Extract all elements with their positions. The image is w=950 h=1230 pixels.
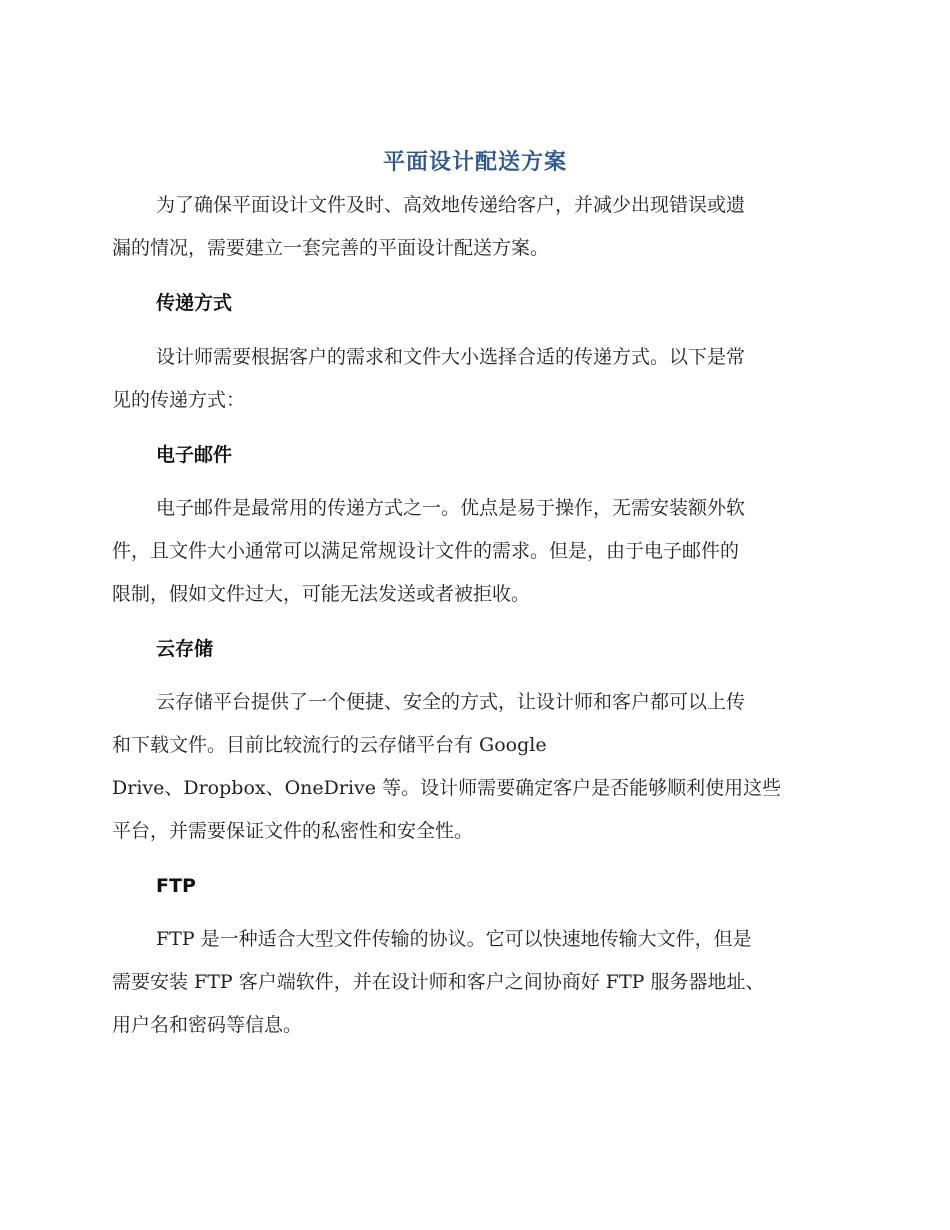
section-paragraph-cloud-storage [112, 681, 830, 853]
section-paragraph-delivery-methods [112, 336, 830, 422]
paragraph-line: 需要安装 FTP 客户端软件，并在设计师和客户之间协商好 FTP 服务器地址、 [112, 971, 765, 993]
paragraph-line: 电子邮件是最常用的传递方式之一。优点是易于操作，无需安装额外软 [156, 497, 746, 519]
section-heading-delivery-methods: 传递方式 [156, 292, 233, 314]
intro-line-1: 为了确保平面设计文件及时、高效地传递给客户，并减少出现错误或遗 [156, 194, 746, 216]
intro-line-2: 漏的情况，需要建立一套完善的平面设计配送方案。 [112, 237, 550, 259]
paragraph-line: 件，且文件大小通常可以满足常规设计文件的需求。但是，由于电子邮件的 [112, 540, 740, 562]
paragraph-line: 云存储平台提供了一个便捷、安全的方式，让设计师和客户都可以上传 [156, 691, 746, 713]
intro-paragraph [112, 184, 830, 270]
paragraph-line: Drive、Dropbox、OneDrive 等。设计师需要确定客户是否能够顺利使用这些 [112, 777, 782, 799]
section-paragraph-email [112, 487, 830, 616]
paragraph-line: FTP 是一种适合大型文件传输的协议。它可以快速地传输大文件，但是 [156, 928, 752, 950]
section-heading-cloud-storage: 云存储 [156, 638, 214, 660]
paragraph-line: 限制，假如文件过大，可能无法发送或者被拒收。 [112, 583, 531, 605]
section-heading-ftp: FTP [156, 875, 196, 897]
section-heading-email: 电子邮件 [156, 444, 233, 466]
paragraph-line: 平台，并需要保证文件的私密性和安全性。 [112, 820, 474, 842]
paragraph-line: 见的传递方式： [112, 389, 246, 411]
paragraph-line: 设计师需要根据客户的需求和文件大小选择合适的传递方式。以下是常 [156, 346, 746, 368]
section-paragraph-ftp [112, 918, 830, 1047]
document-title: 平面设计配送方案 [382, 150, 567, 175]
paragraph-line: 用户名和密码等信息。 [112, 1014, 303, 1036]
paragraph-line: 和下载文件。目前比较流行的云存储平台有 Google [112, 734, 547, 756]
